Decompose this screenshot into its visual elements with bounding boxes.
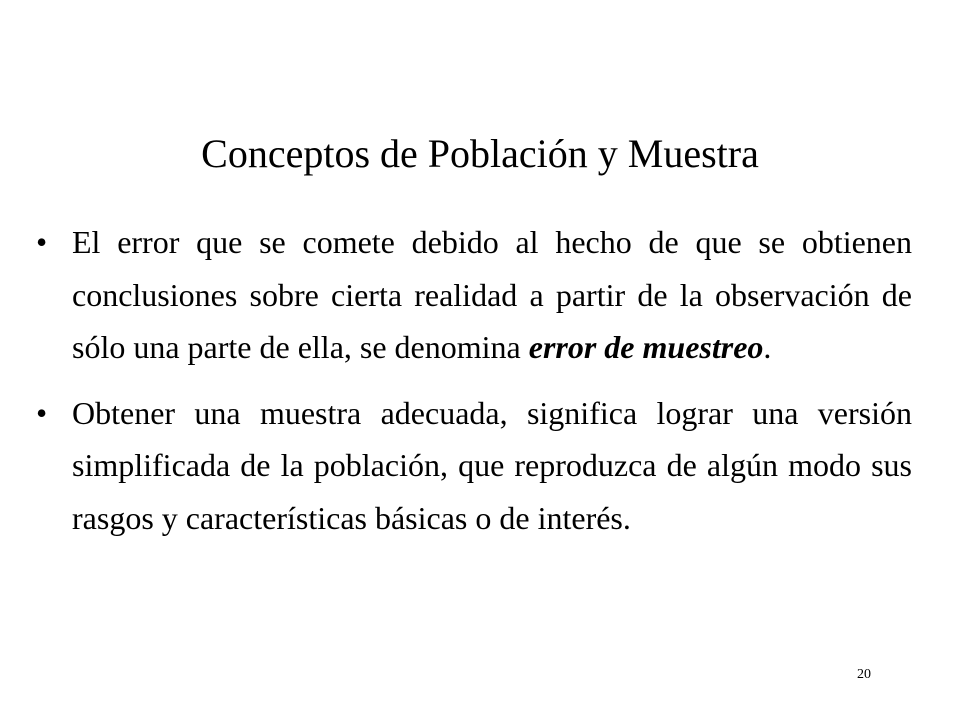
bullet-item-sampling-error [36, 216, 912, 374]
bullet-text: Obtener una muestra adecuada, significa lograr una versión simplificada de la población, que reproduzca de algún modo sus rasgos y características básicas o de interés. [72, 394, 912, 536]
bullet-icon: • [36, 394, 48, 431]
bullet-item-adequate-sample [36, 387, 912, 545]
emphasized-term: error de muestreo [528, 329, 764, 365]
bullet-text: El error que se comete debido al hecho de que se obtienen conclusiones sobre cierta realidad a partir de la observación de sólo una parte de ella, se denomina [72, 224, 912, 365]
slide-number: 20 [857, 667, 871, 682]
bullet-text-end: . [763, 329, 772, 365]
bullet-icon: • [36, 224, 48, 260]
bullet-list [36, 216, 912, 557]
slide-title: Conceptos de Población y Muestra [201, 131, 759, 176]
